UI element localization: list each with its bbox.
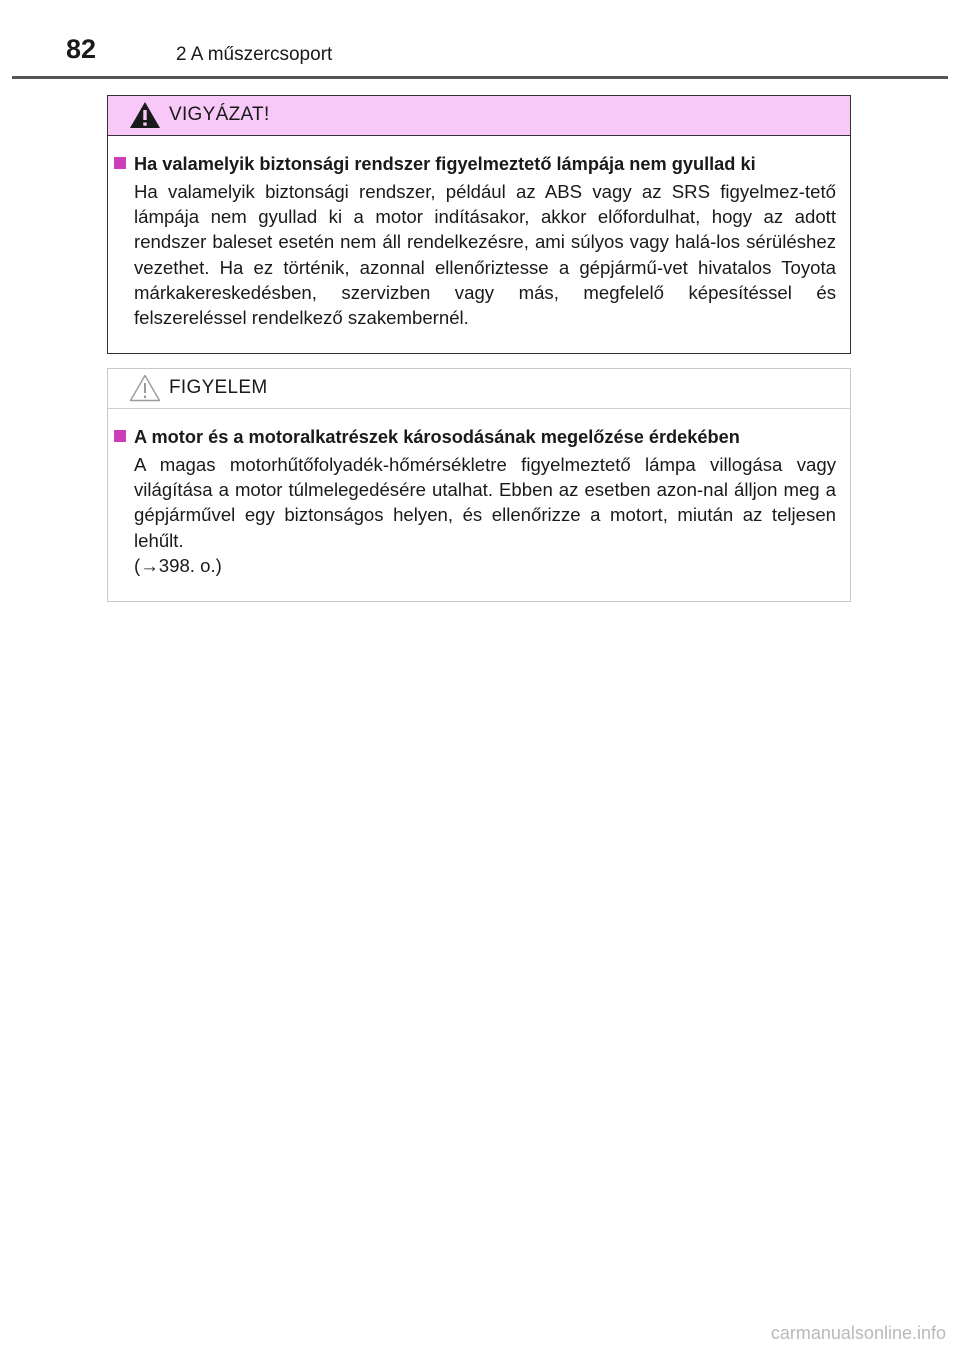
section-title: 2 A műszercsoport [176,44,333,65]
warning-topic-text: Ha valamelyik biztonsági rendszer figyelmeztető lámpája nem gyullad ki [134,154,756,174]
caution-box [107,368,851,602]
watermark: carmanualsonline.info [770,1323,946,1343]
bullet-square-icon [114,430,126,442]
caution-body [108,409,850,578]
warning-box [107,95,851,354]
caution-paragraph [134,452,836,578]
caution-label: FIGYELEM [169,377,268,398]
warning-label: VIGYÁZAT! [169,104,270,125]
bullet-square-icon [114,157,126,169]
page-reference-link[interactable]: (→398. o.) [134,554,222,576]
caution-topic-text: A motor és a motoralkatrészek károsodásának megelőzése érdekében [134,427,740,447]
page-number: 82 [66,34,97,64]
warning-topic [114,151,836,177]
header-rule [12,76,948,79]
warning-paragraph: Ha valamelyik biztonsági rendszer, például az ABS vagy az SRS figyelmez-tető lámpája nem gyullad ki a motor indításakor, akkor előfordulhat, hogy az adott rendszer baleset esetén nem áll rendelkezésre, ami súlyos vagy halá-los sérüléshez vezethet. Ha ez történik, azonnal ellenőriztesse a gépjármű-vet hivatalos Toyota márkakereskedésben, szervizben vagy más, megfelelő képesítéssel és felszereléssel rendelkező szakembernél. [134,181,836,329]
caution-paragraph-text: A magas motorhűtőfolyadék-hőmérsékletre figyelmeztető lámpa villogása vagy világítása a motor túlmelegedésére utalhat. Ebben az esetben azon-nal álljon meg a gépjárművel egy biztonságos helyen, és ellenőrizze a motort, miután az teljesen lehűlt. [134,454,836,551]
warning-header [108,96,850,136]
caution-header [108,369,850,409]
caution-topic [114,424,836,450]
warning-triangle-filled-icon [128,100,162,130]
warning-triangle-outline-icon [128,373,162,403]
warning-body [108,136,850,330]
